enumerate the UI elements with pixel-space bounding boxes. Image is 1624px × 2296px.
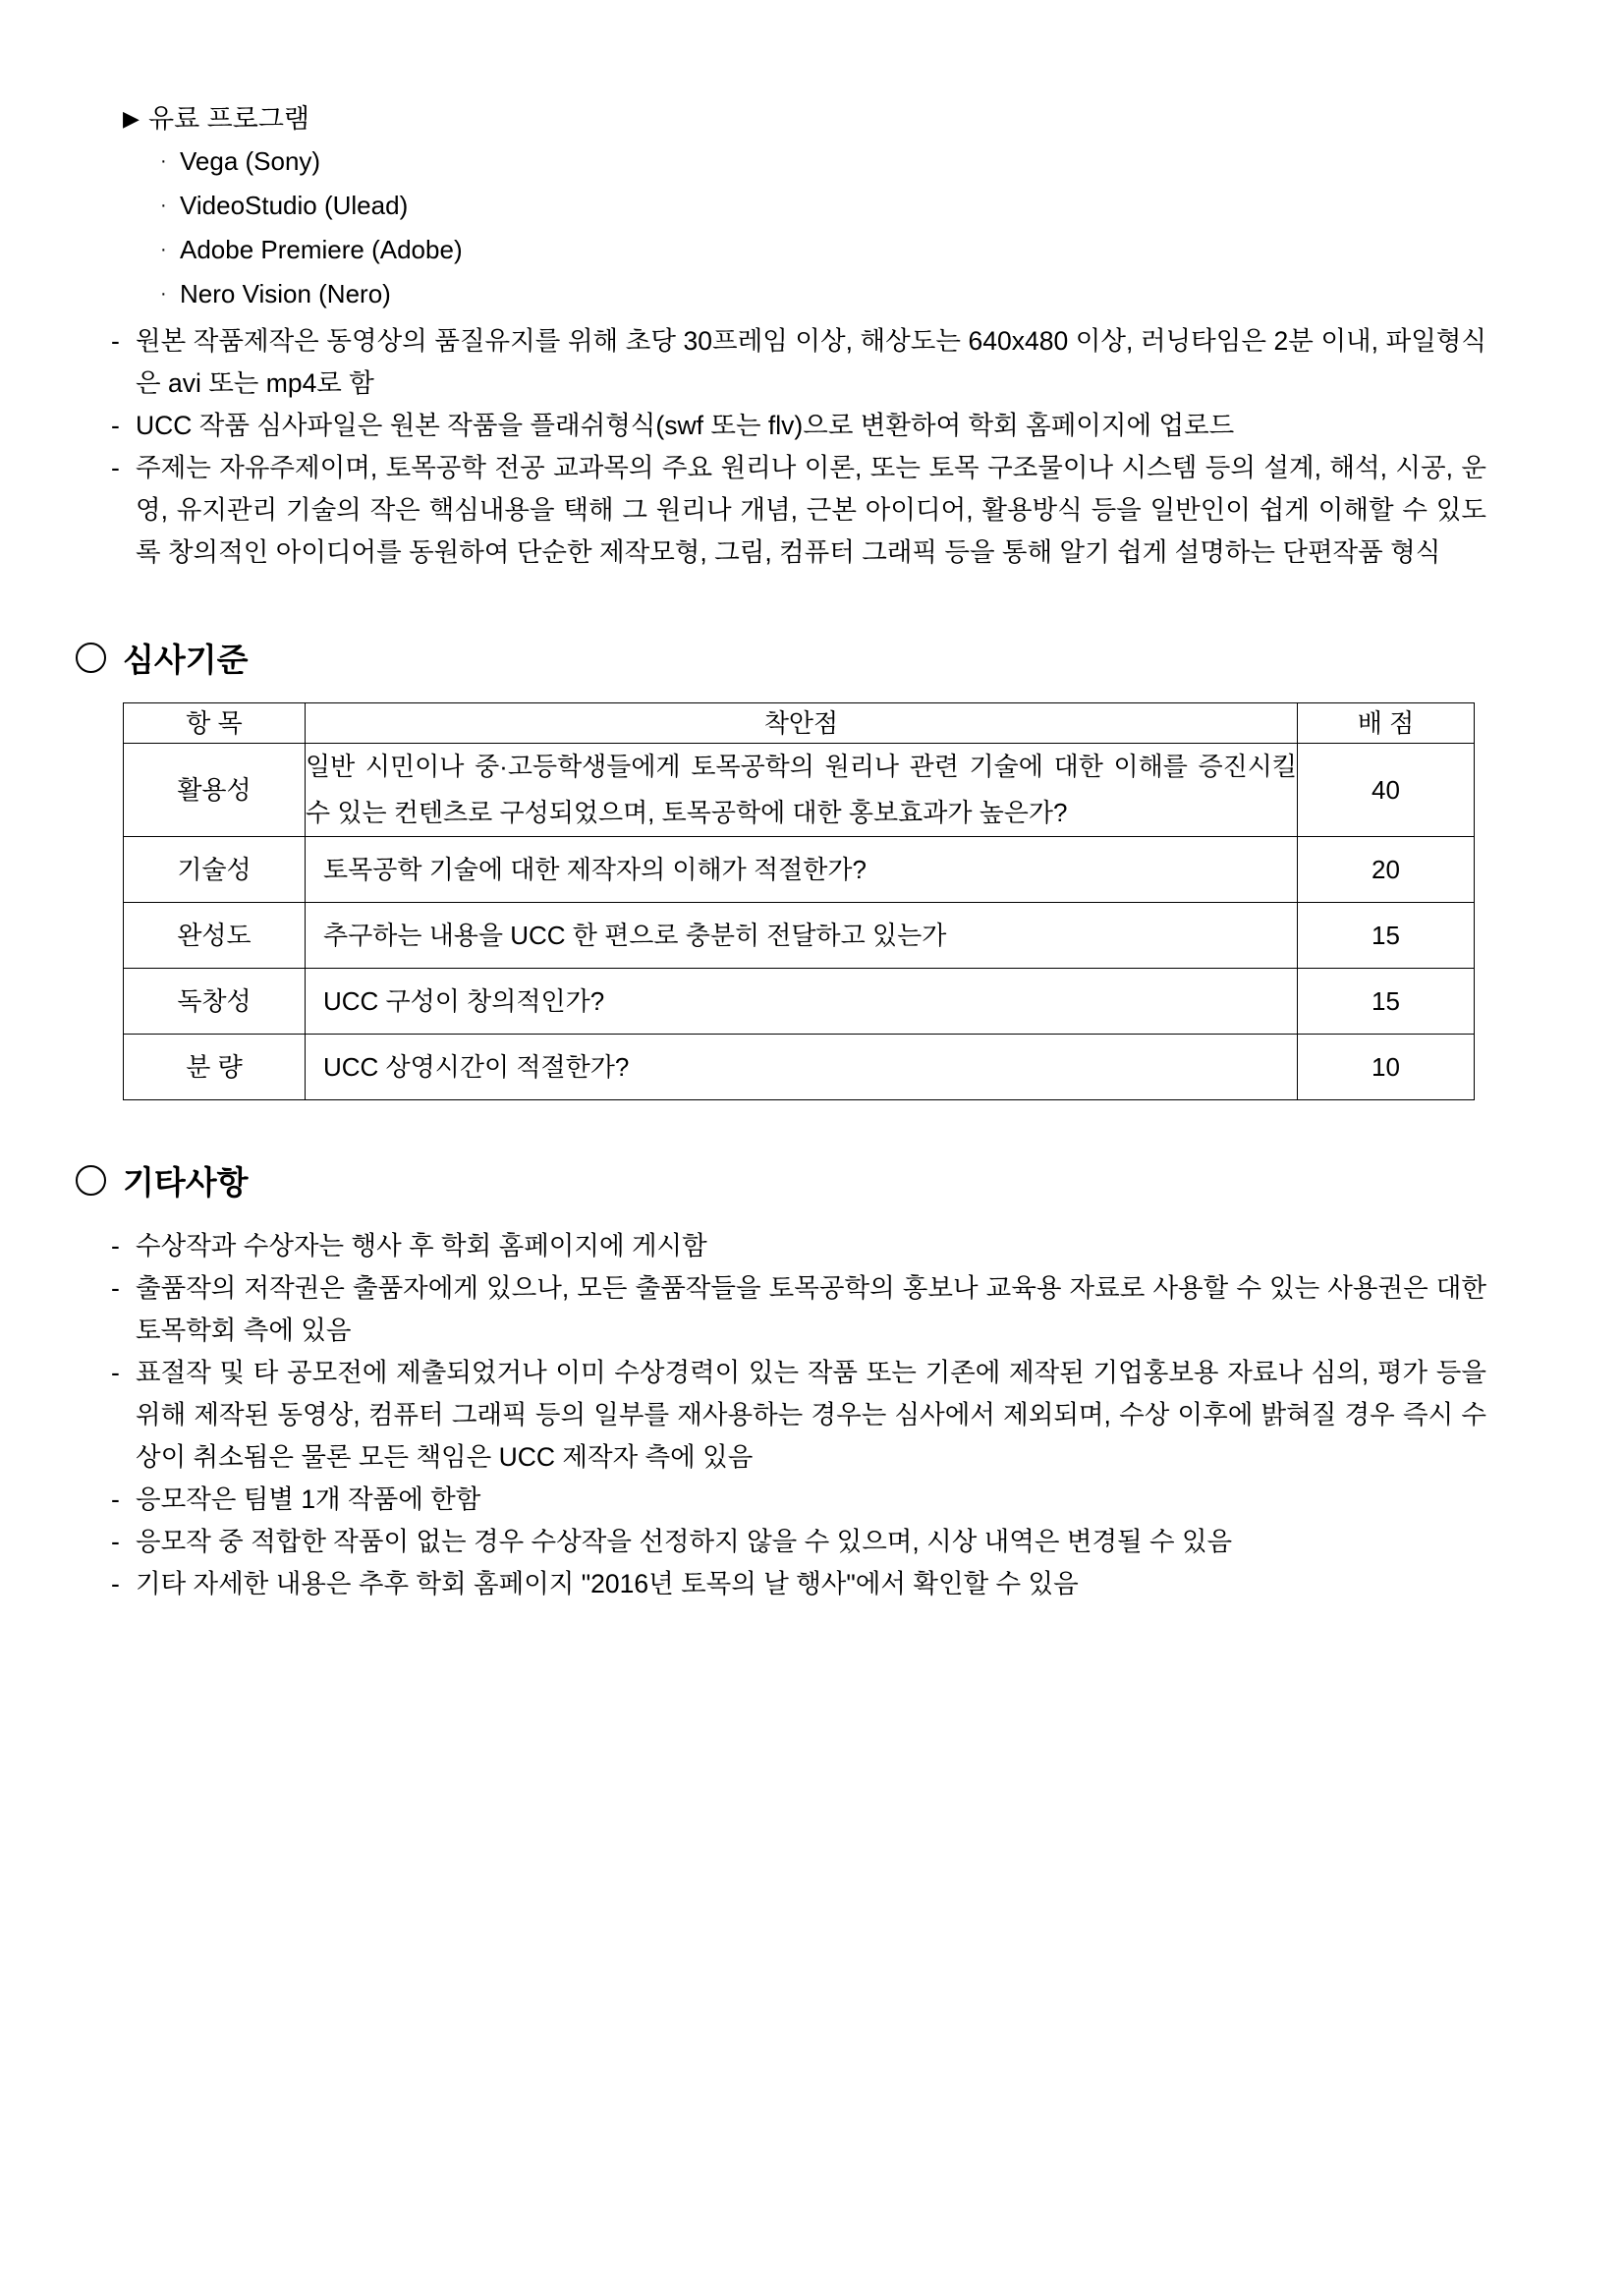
cell-point: UCC 구성이 창의적인가? [306,969,1298,1035]
paid-programs-list [113,140,1486,316]
dash-marker-icon: - [111,453,120,482]
cell-score: 15 [1298,903,1475,969]
other-notes-list [113,1225,1486,1605]
table-row [124,969,1475,1035]
cell-item: 분 량 [124,1035,306,1100]
other-note-text: 출품작의 저작권은 출품자에게 있으나, 모든 출품작들을 토목공학의 홍보나 교육용 자료로 사용할 수 있는 사용권은 대한토목학회 측에 있음 [136,1273,1486,1345]
column-header-score: 배 점 [1298,703,1475,744]
program-name: VideoStudio (Ulead) [180,191,409,220]
bullet-dot-icon: · [160,195,167,216]
cell-score: 15 [1298,969,1475,1035]
other-note-text: 응모작은 팀별 1개 작품에 한함 [136,1484,481,1514]
program-name: Adobe Premiere (Adobe) [180,235,463,264]
table-header-row [124,703,1475,744]
list-item [111,1563,1486,1605]
list-item [111,447,1486,574]
paid-programs-block [113,98,1486,316]
criteria-table [123,702,1475,1100]
program-name: Vega (Sony) [180,146,321,176]
column-header-point: 착안점 [306,703,1298,744]
criteria-section-heading [76,635,1486,681]
circle-marker-icon [76,643,106,673]
note-text: 주제는 자유주제이며, 토목공학 전공 교과목의 주요 원리나 이론, 또는 토목 구조물이나 시스템 등의 설계, 해석, 시공, 운영, 유지관리 기술의 작은 핵심내용을 택해 그 원리나 개념, 근본 아이디어, 활용방식 등을 일반인이 쉽게 이해할 수 있도록 창의적인 아이디어를 동원하여 단순한 제작모형, 그림, 컴퓨터 그래픽 등을 통해 알기 쉽게 설명하는 단편작품 형식 [136,453,1486,567]
program-name: Nero Vision (Nero) [180,279,391,308]
dash-marker-icon: - [111,1484,120,1514]
note-text: 원본 작품제작은 동영상의 품질유지를 위해 초당 30프레임 이상, 해상도는 640x480 이상, 러닝타임은 2분 이내, 파일형식은 avi 또는 mp4로 함 [136,326,1486,398]
dash-marker-icon: - [111,1569,120,1598]
list-item [111,1225,1486,1267]
dash-marker-icon: - [111,1273,120,1303]
dash-marker-icon: - [111,1231,120,1260]
list-item [160,184,1486,228]
note-text: UCC 작품 심사파일은 원본 작품을 플래쉬형식(swf 또는 flv)으로 변환하여 학회 홈페이지에 업로드 [136,411,1235,440]
cell-item: 완성도 [124,903,306,969]
cell-point: 토목공학 기술에 대한 제작자의 이해가 적절한가? [306,837,1298,903]
cell-item: 활용성 [124,744,306,837]
other-note-text: 응모작 중 적합한 작품이 없는 경우 수상작을 선정하지 않을 수 있으며, 시상 내역은 변경될 수 있음 [136,1527,1233,1556]
other-note-text: 표절작 및 타 공모전에 제출되었거나 이미 수상경력이 있는 작품 또는 기존에 제작된 기업홍보용 자료나 심의, 평가 등을 위해 제작된 동영상, 컴퓨터 그래픽 등의 일부를 재사용하는 경우는 심사에서 제외되며, 수상 이후에 밝혀질 경우 즉시 수상이 취소됨은 물론 모든 책임은 UCC 제작자 측에 있음 [136,1358,1486,1472]
cell-point: 추구하는 내용을 UCC 한 편으로 충분히 전달하고 있는가 [306,903,1298,969]
bullet-dot-icon: · [160,239,167,260]
bullet-dot-icon: · [160,283,167,305]
cell-point: 일반 시민이나 중·고등학생들에게 토목공학의 원리나 관련 기술에 대한 이해를 증진시킬 수 있는 컨텐츠로 구성되었으며, 토목공학에 대한 홍보효과가 높은가? [306,744,1298,837]
list-item [111,320,1486,405]
other-note-text: 수상작과 수상자는 행사 후 학회 홈페이지에 게시함 [136,1231,707,1260]
cell-score: 10 [1298,1035,1475,1100]
dash-marker-icon: - [111,411,120,440]
list-item [160,272,1486,316]
list-item [111,1479,1486,1521]
production-notes-list [113,320,1486,574]
dash-marker-icon: - [111,1358,120,1387]
bullet-dot-icon: · [160,150,167,172]
table-row [124,903,1475,969]
table-row [124,1035,1475,1100]
list-item [160,228,1486,272]
triangle-marker-icon: ▶ [123,106,140,131]
section-title: 심사기준 [123,642,249,678]
list-item [160,140,1486,184]
cell-score: 20 [1298,837,1475,903]
circle-marker-icon [76,1165,106,1196]
paid-programs-heading [123,98,1486,140]
cell-point: UCC 상영시간이 적절한가? [306,1035,1298,1100]
column-header-item: 항 목 [124,703,306,744]
paid-programs-label: 유료 프로그램 [148,104,309,134]
cell-item: 독창성 [124,969,306,1035]
list-item [111,1267,1486,1352]
cell-score: 40 [1298,744,1475,837]
dash-marker-icon: - [111,1527,120,1556]
list-item [111,405,1486,447]
cell-item: 기술성 [124,837,306,903]
table-row [124,837,1475,903]
list-item [111,1352,1486,1479]
table-row [124,744,1475,837]
section-title: 기타사항 [123,1164,249,1201]
other-section-heading [76,1157,1486,1204]
dash-marker-icon: - [111,326,120,356]
other-note-text: 기타 자세한 내용은 추후 학회 홈페이지 "2016년 토목의 날 행사"에서 확인할 수 있음 [136,1569,1079,1598]
list-item [111,1521,1486,1563]
